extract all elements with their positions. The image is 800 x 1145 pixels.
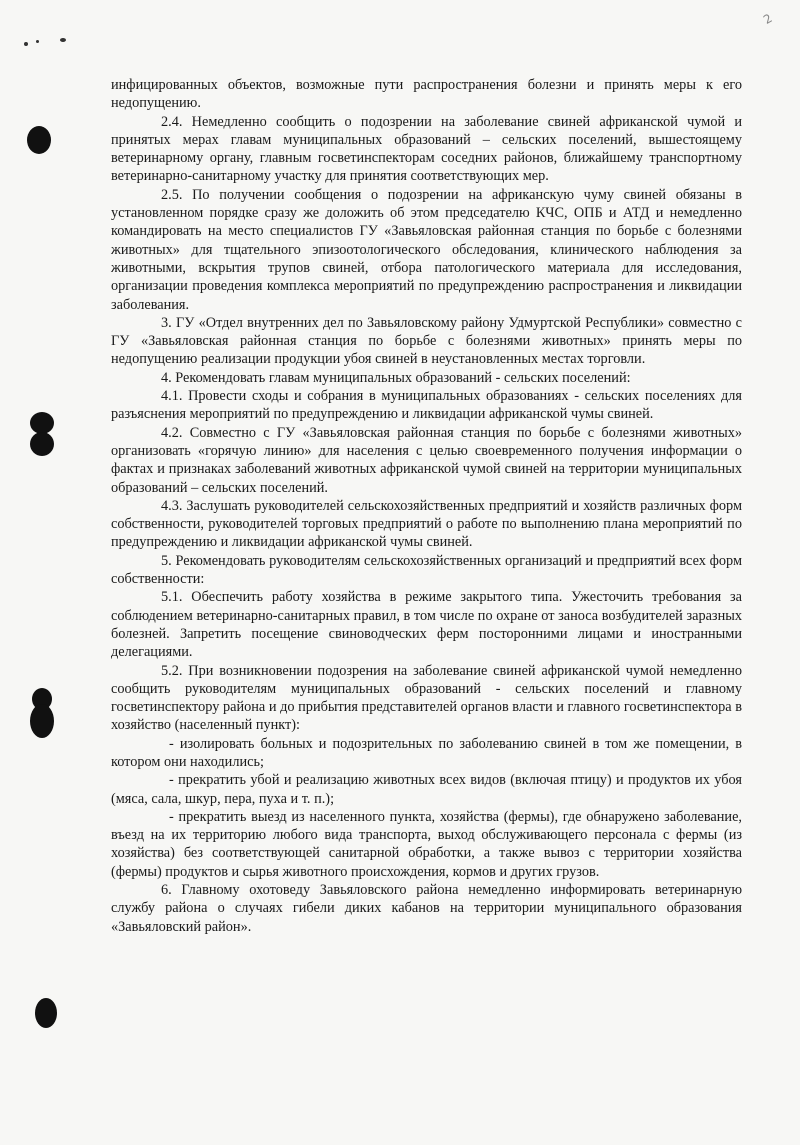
punch-hole	[30, 704, 54, 738]
punch-hole	[30, 432, 54, 456]
paragraph: 4.1. Провести сходы и собрания в муниципальных образованиях - сельских поселениях для разъяснения мероприятий по предупреждению и ликвидации африканской чумы свиней.	[111, 388, 742, 423]
document-body	[111, 76, 742, 936]
paragraph: 2.4. Немедленно сообщить о подозрении на заболевание свиней африканской чумой и принятых мерах главам муниципальных образований – сельских поселений, вышестоящему ветеринарному органу, главным госветинспекторам соседних районов, ближайшему транспортному ветеринарно-санитарному участку для принятия соответствующих мер.	[111, 113, 742, 185]
paragraph: 5. Рекомендовать руководителям сельскохозяйственных организаций и предприятий всех форм собственности:	[111, 552, 742, 588]
scan-speck	[60, 38, 66, 42]
corner-page-mark: 2	[761, 11, 775, 27]
list-item: - прекратить убой и реализацию животных всех видов (включая птицу) и продуктов их убоя (мяса, сала, шкур, пера, пуха и т. п.);	[111, 772, 742, 807]
paragraph: 2.5. По получении сообщения о подозрении на африканскую чуму свиней обязаны в установленном порядке сразу же доложить об этом председателю КЧС, ОПБ и АТД и немедленно командировать на место специалистов ГУ «Завьяловская районная станция по борьбе с болезнями животных» для тщательного эпизоотологического обследования, клинического наблюдения за животными, вскрытия трупов свиней, отбора патологического материала для исследования, организации проведения комплекса мероприятий по предупреждению распространения и ликвидации заболевания.	[111, 186, 742, 313]
paragraph: 4.3. Заслушать руководителей сельскохозяйственных предприятий и хозяйств различных форм собственности, руководителей торговых предприятий о работе по выполнению плана мероприятий по предупреждению и ликвидации африканской чумы свиней.	[111, 497, 742, 551]
scan-speck	[36, 40, 39, 43]
punch-hole	[27, 126, 51, 154]
paragraph: 5.1. Обеспечить работу хозяйства в режиме закрытого типа. Ужесточить требования за соблюдением ветеринарно-санитарных правил, в том числе по охране от заноса возбудителей заразных болезней. Запретить посещение свиноводческих ферм посторонними лицами и иностранными делегациями.	[111, 589, 742, 661]
list-item: - изолировать больных и подозрительных по заболеванию свиней в том же помещении, в котором они находились;	[111, 735, 742, 770]
list-item: - прекратить выезд из населенного пункта, хозяйства (фермы), где обнаружено заболевание, въезд на их территорию любого вида транспорта, выход обслуживающего персонала с фермы (из хозяйства) без соответствующей санитарной обработки, а также вывоз с территории хозяйства (фермы) продуктов и сырья животного происхождения, кормов и других грузов.	[111, 808, 742, 880]
paragraph: 4. Рекомендовать главам муниципальных образований - сельских поселений:	[161, 369, 631, 386]
paragraph: инфицированных объектов, возможные пути распространения болезни и принять меры к его недопущению.	[111, 77, 742, 112]
punch-hole	[35, 998, 57, 1028]
paragraph: 3. ГУ «Отдел внутренних дел по Завьяловскому району Удмуртской Республики» совместно с ГУ «Завьяловская районная станция по борьбе с болезнями животных» принять меры по недопущению реализации продукции убоя свиней в неустановленных местах торговли.	[111, 314, 742, 368]
paragraph: 6. Главному охотоведу Завьяловского района немедленно информировать ветеринарную службу района о случаях гибели диких кабанов на территории муниципального образования «Завьяловский район».	[111, 882, 742, 935]
paragraph: 5.2. При возникновении подозрения на заболевание свиней африканской чумой немедленно сообщить руководителям муниципальных образований - сельских поселений и главному госветинспектору района и до прибытия представителей органов власти и главного госветинспектора в хозяйство (населенный пункт):	[111, 662, 742, 734]
scan-speck	[24, 42, 28, 46]
paragraph: 4.2. Совместно с ГУ «Завьяловская районная станция по борьбе с болезнями животных» организовать «горячую линию» для населения с целью своевременного получения информации о фактах и признаках заболеваний животных африканской чумой свиней на территории муниципальных образований – сельских поселений.	[111, 424, 742, 496]
punch-hole	[30, 412, 54, 434]
